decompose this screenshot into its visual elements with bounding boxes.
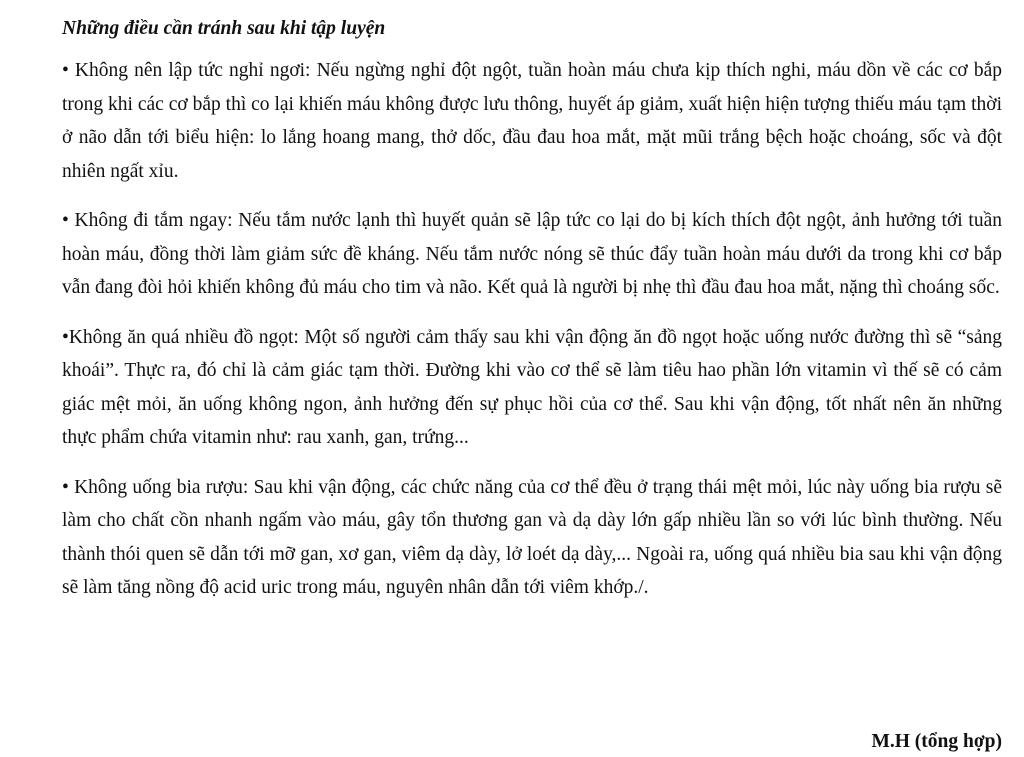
paragraph-no-bath: • Không đi tắm ngay: Nếu tắm nước lạnh thì huyết quản sẽ lập tức co lại do bị kích thích đột ngột, ảnh hưởng tới tuần hoàn máu, đồng thời làm giảm sức đề kháng. Nếu tắm nước nóng sẽ thúc đẩy tuần hoàn máu dưới da trong khi cơ bắp vẫn đang đòi hỏi khiến không đủ máu cho tim và não. Kết quả là người bị nhẹ thì đầu đau hoa mắt, nặng thì choáng sốc. — [62, 210, 1002, 298]
paragraph-no-rest: • Không nên lập tức nghỉ ngơi: Nếu ngừng nghỉ đột ngột, tuần hoàn máu chưa kịp thích nghi, máu dồn về các cơ bắp trong khi các cơ bắp thì co lại khiến máu không được lưu thông, huyết áp giảm, xuất hiện hiện tượng thiếu máu tạm thời ở não dẫn tới biểu hiện: lo lắng hoang mang, thở dốc, đầu đau hoa mắt, mặt mũi trắng bệch hoặc choáng, sốc và đột nhiên ngất xỉu. — [62, 60, 1002, 182]
paragraph-no-alcohol: • Không uống bia rượu: Sau khi vận động, các chức năng của cơ thể đều ở trạng thái mệt mỏi, lúc này uống bia rượu sẽ làm cho chất cồn nhanh ngấm vào máu, gây tổn thương gan và dạ dày lớn gấp nhiều lần so với lúc bình thường. Nếu thành thói quen sẽ dẫn tới mỡ gan, xơ gan, viêm dạ dày, lở loét dạ dày,... Ngoài ra, uống quá nhiều bia sau khi vận động sẽ làm tăng nồng độ acid uric trong máu, nguyên nhân dẫn tới viêm khớp./. — [62, 476, 1002, 598]
article-signature: M.H (tổng hợp) — [871, 731, 1002, 752]
article-heading: Những điều cần tránh sau khi tập luyện — [62, 18, 386, 39]
article — [62, 14, 1002, 621]
paragraph-no-sweets: •Không ăn quá nhiều đồ ngọt: Một số người cảm thấy sau khi vận động ăn đồ ngọt hoặc uống nước đường thì sẽ “sảng khoái”. Thực ra, đó chỉ là cảm giác tạm thời. Đường khi vào cơ thể sẽ làm tiêu hao phần lớn vitamin vì thế sẽ có cảm giác mệt mỏi, ăn uống không ngon, ảnh hưởng đến sự phục hồi của cơ thể. Sau khi vận động, tốt nhất nên ăn những thực phẩm chứa vitamin như: rau xanh, gan, trứng... — [62, 326, 1002, 448]
